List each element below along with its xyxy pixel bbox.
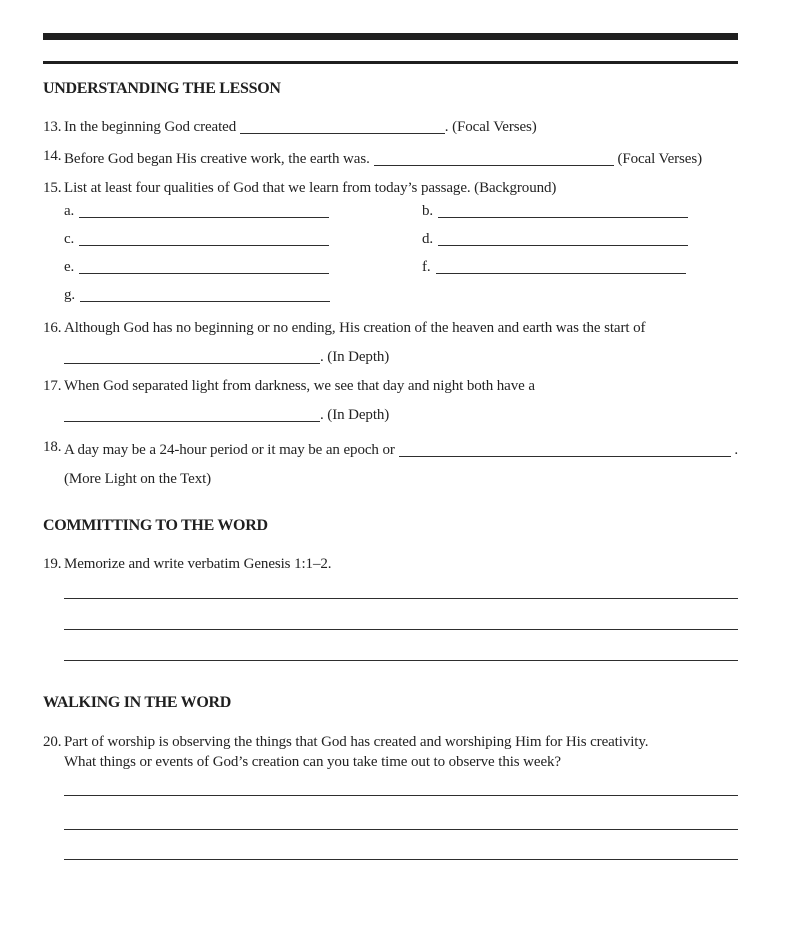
question-number: 19. xyxy=(43,556,62,572)
question-16-after-blank: . (In Depth) xyxy=(320,349,390,365)
question-text xyxy=(64,437,738,489)
question-text xyxy=(64,732,738,860)
question-number: 14. xyxy=(43,148,62,164)
sub-item-label: c. xyxy=(64,231,75,247)
sub-item-d xyxy=(422,229,738,249)
section-heading-committing-to-the-word: COMMITTING TO THE WORD xyxy=(43,517,268,534)
question-18 xyxy=(43,437,738,489)
question-19-prompt: Memorize and write verbatim Genesis 1:1–2. xyxy=(64,556,332,572)
question-13-before-blank: In the beginning God created xyxy=(64,119,237,135)
fill-in-blank xyxy=(79,204,329,218)
question-number: 16. xyxy=(43,320,62,336)
question-number: 13. xyxy=(43,119,62,135)
sub-item-label: b. xyxy=(422,203,434,219)
sub-item-label: g. xyxy=(64,287,76,303)
question-20 xyxy=(43,732,738,860)
question-number: 15. xyxy=(43,180,62,196)
question-20-line2: What things or events of God’s creation can you take time out to observe this week? xyxy=(64,754,561,770)
question-18-before-blank: A day may be a 24-hour period or it may be an epoch or xyxy=(64,442,395,458)
question-18-source: (More Light on the Text) xyxy=(64,471,212,487)
sub-item-f xyxy=(422,257,738,277)
question-text xyxy=(64,178,738,305)
fill-in-blank xyxy=(399,440,732,457)
question-13-after-blank: . (Focal Verses) xyxy=(444,119,537,135)
sub-item-label: e. xyxy=(64,259,75,275)
question-number: 18. xyxy=(43,439,62,455)
sub-item-label: f. xyxy=(422,259,431,275)
fill-in-blank xyxy=(374,149,615,166)
answer-line xyxy=(64,630,738,661)
fill-in-blank xyxy=(240,120,445,134)
sub-item-label: d. xyxy=(422,231,434,247)
fill-in-blank xyxy=(436,260,686,274)
question-19 xyxy=(43,554,738,661)
fill-in-blank xyxy=(64,408,320,422)
section-heading-understanding-the-lesson: UNDERSTANDING THE LESSON xyxy=(43,80,281,97)
question-16-blank-row xyxy=(64,347,738,367)
question-16-line1: Although God has no beginning or no ending, His creation of the heaven and earth was the start of xyxy=(64,320,646,336)
question-15-sub-items xyxy=(64,201,738,305)
answer-line xyxy=(64,796,738,830)
sub-item-e xyxy=(64,257,422,277)
question-15 xyxy=(43,178,738,305)
page-content xyxy=(43,0,738,860)
question-text xyxy=(64,376,738,425)
question-13 xyxy=(43,117,738,137)
answer-line xyxy=(64,830,738,860)
question-14-after-blank: (Focal Verses) xyxy=(617,151,702,167)
section-heading-walking-in-the-word: WALKING IN THE WORD xyxy=(43,694,231,711)
sub-item-a xyxy=(64,201,422,221)
question-17-line1: When God separated light from darkness, we see that day and night both have a xyxy=(64,378,535,394)
question-16 xyxy=(43,318,738,367)
question-text xyxy=(64,117,738,137)
question-17-after-blank: . (In Depth) xyxy=(320,407,390,423)
fill-in-blank xyxy=(64,350,320,364)
sub-item-c xyxy=(64,229,422,249)
question-17-blank-row xyxy=(64,405,738,425)
question-14-before-blank: Before God began His creative work, the earth was. xyxy=(64,151,370,167)
sub-item-g xyxy=(64,285,422,305)
top-rule-thick xyxy=(43,33,738,40)
fill-in-blank xyxy=(80,288,330,302)
sub-item-b xyxy=(422,201,738,221)
answer-line xyxy=(64,574,738,599)
question-17 xyxy=(43,376,738,425)
question-number: 17. xyxy=(43,378,62,394)
fill-in-blank xyxy=(438,232,688,246)
question-15-prompt: List at least four qualities of God that we learn from today’s passage. (Background) xyxy=(64,180,557,196)
question-text xyxy=(64,146,738,169)
question-14 xyxy=(43,146,738,169)
question-20-line1: Part of worship is observing the things that God has created and worshiping Him for His creativity. xyxy=(64,734,649,750)
sub-item-label: a. xyxy=(64,203,75,219)
question-text xyxy=(64,318,738,367)
top-rule-thin xyxy=(43,61,738,64)
question-text xyxy=(64,554,738,661)
fill-in-blank xyxy=(438,204,688,218)
answer-line xyxy=(64,772,738,796)
question-number: 20. xyxy=(43,734,62,750)
question-18-after-blank: . xyxy=(734,442,738,458)
fill-in-blank xyxy=(79,260,329,274)
answer-line xyxy=(64,599,738,630)
fill-in-blank xyxy=(79,232,329,246)
